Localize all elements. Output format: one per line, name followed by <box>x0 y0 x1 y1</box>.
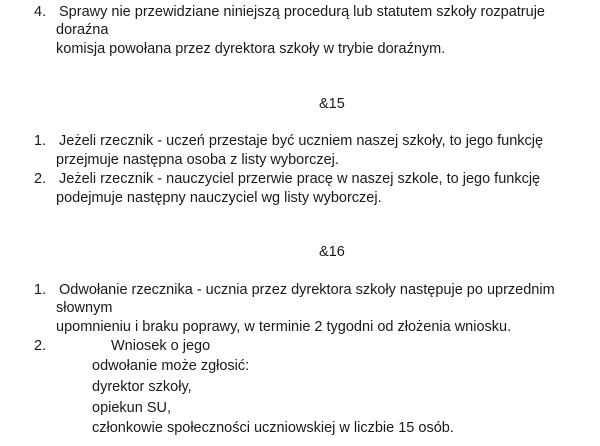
paragraph-line: Jeżeli rzecznik - nauczyciel przerwie pracę w naszej szkole, to jego funkcję <box>59 171 541 187</box>
list-number: 1. <box>34 133 47 149</box>
paragraph-line: członkowie społeczności uczniowskiej w liczbie 15 osób. <box>92 420 454 436</box>
paragraph-line: Sprawy nie przewidziane niniejszą procedurą lub statutem szkoły rozpatruje <box>59 4 545 20</box>
paragraph-line: opiekun SU, <box>92 400 171 416</box>
paragraph-line: odwołanie może zgłosić: <box>92 358 250 374</box>
list-number: 2. <box>34 171 47 187</box>
section-heading: &16 <box>319 244 345 260</box>
list-number: 1. <box>34 282 47 298</box>
paragraph-line: Jeżeli rzecznik - uczeń przestaje być uczniem naszej szkoły, to jego funkcję <box>59 133 544 149</box>
paragraph-line: słownym <box>56 300 113 316</box>
paragraph-line: doraźna <box>56 22 109 38</box>
list-number: 4. <box>34 4 47 20</box>
paragraph-line: Odwołanie rzecznika - ucznia przez dyrektora szkoły następuje po uprzednim <box>59 282 555 298</box>
list-number: 2. <box>34 338 47 354</box>
paragraph-line: komisja powołana przez dyrektora szkoły w trybie doraźnym. <box>56 41 446 57</box>
paragraph-line: przejmuje następna osoba z listy wyborczej. <box>56 152 339 168</box>
paragraph-line: Wniosek o jego <box>111 338 211 354</box>
paragraph-line: podejmuje następny nauczyciel wg listy wyborczej. <box>56 190 382 206</box>
paragraph-line: dyrektor szkoły, <box>92 379 192 395</box>
paragraph-line: upomnieniu i braku poprawy, w terminie 2 tygodni od złożenia wniosku. <box>56 319 512 335</box>
section-heading: &15 <box>319 96 345 112</box>
